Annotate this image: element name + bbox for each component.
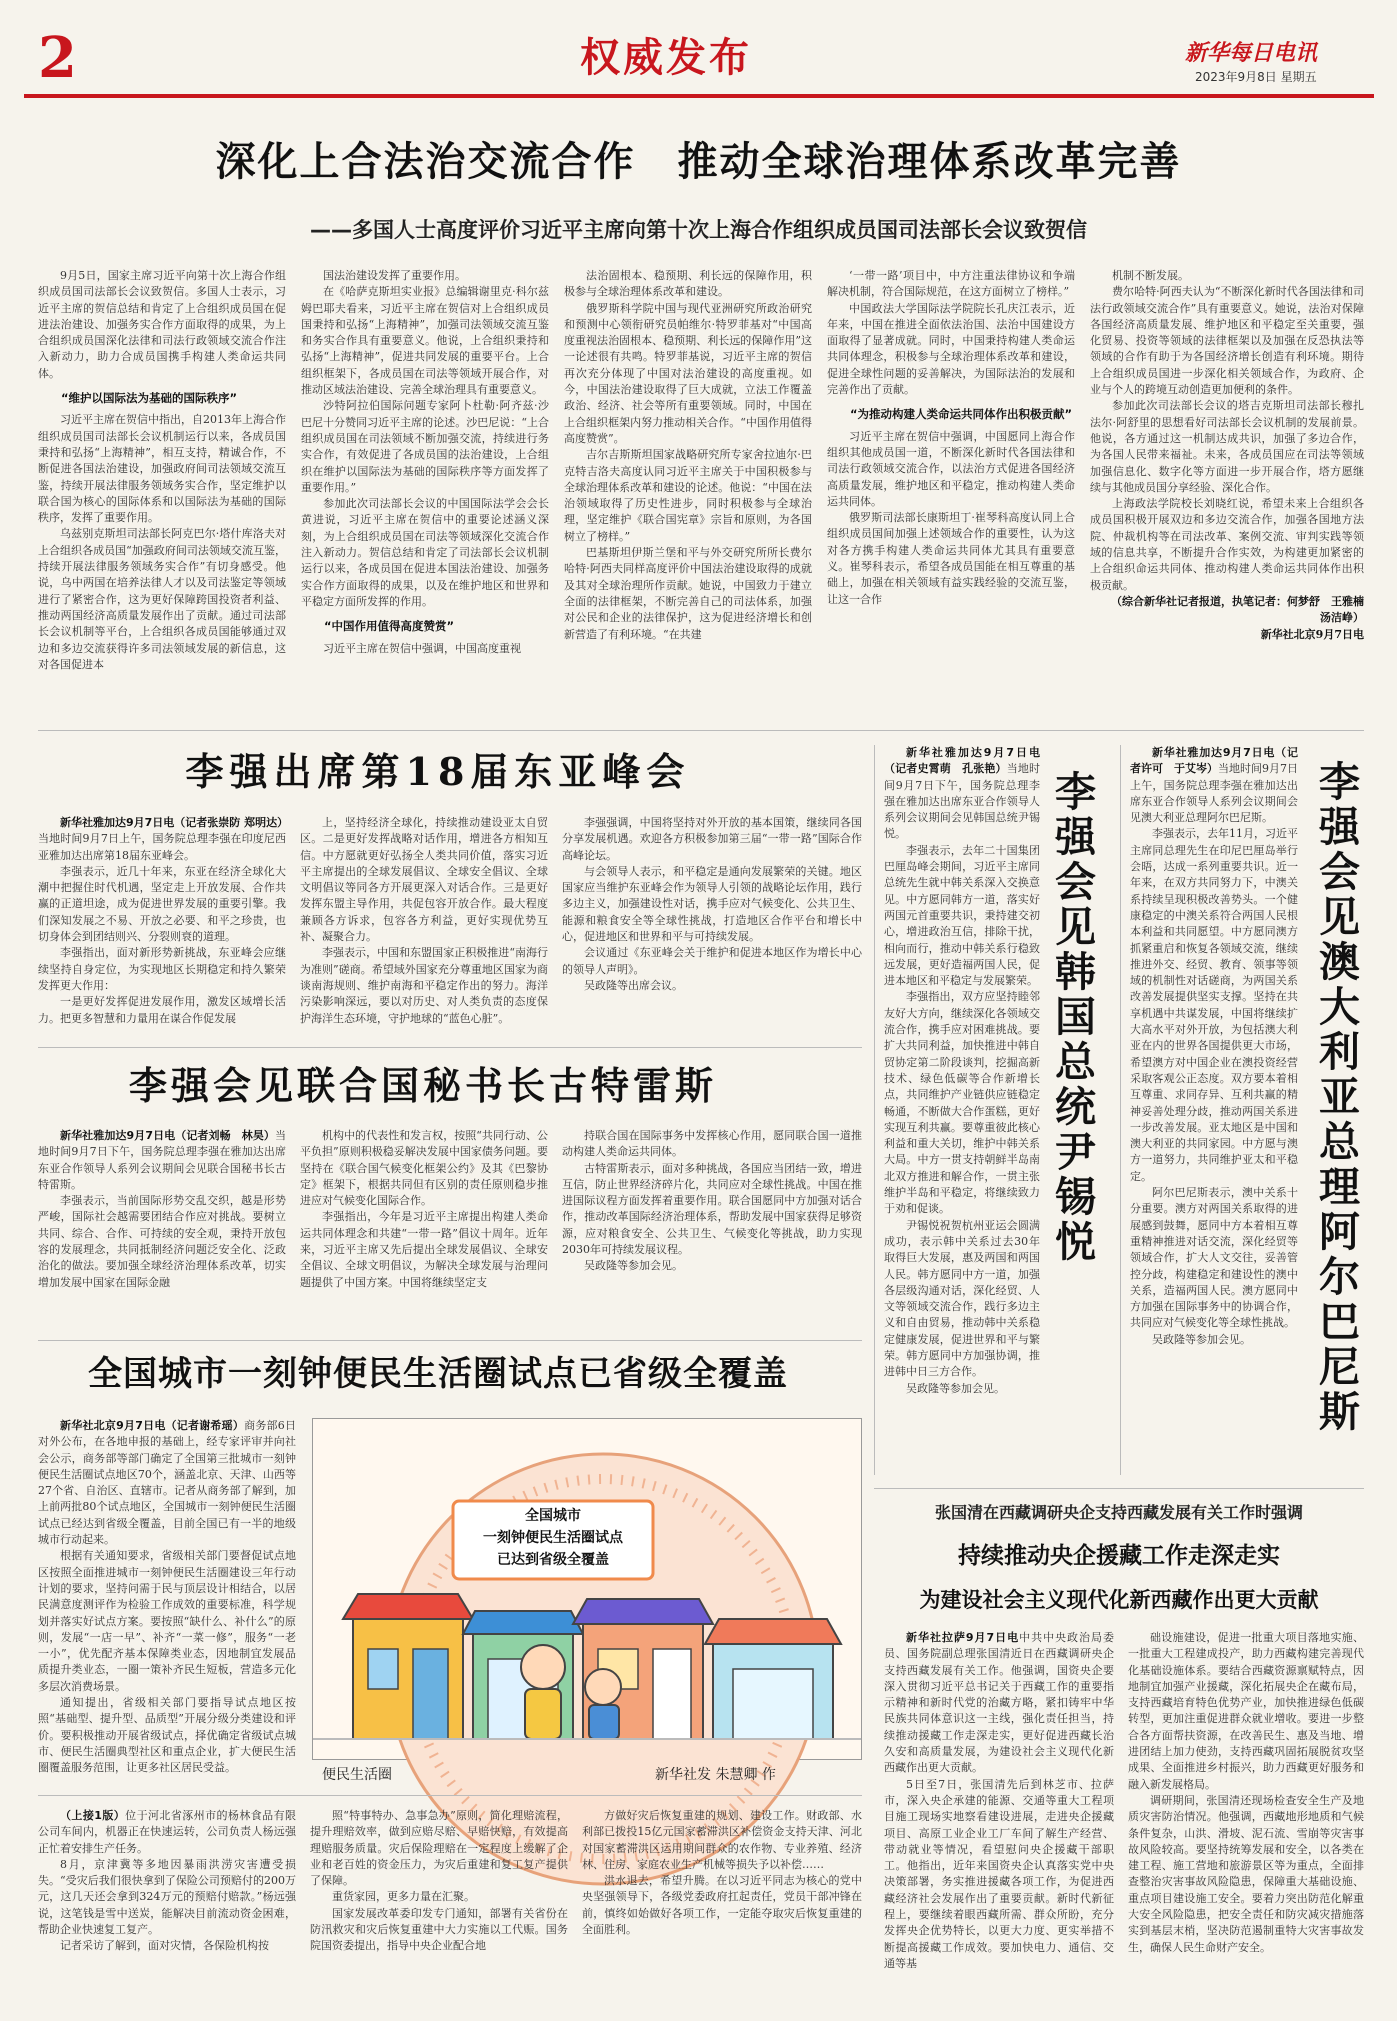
story1-column-1: 9月5日，国家主席习近平向第十次上海合作组织成员国司法部长会议致贺信。多国人士表示，习近平主席的贺信总结和肯定了上合组织成员国在促进法治建设、加强务实合作方面取得的成果，为上合组织成员国深化法律和司法行政领域交流合作注入新动力，助力合成员国携手构建人类命运共同体。 “维护以国际法为基础的国际秩序” 习近平主席在贺信中指出，自2013年上海合作组织成员国司法部长会议机制运行以来，各成员国秉持和弘扬“上海精神”，相互支持，精诚合作，不断促进各国法治建设，加强政府间司法领域交流互鉴，持续开展法律服务领域务实合作，坚定维护以联合国为核心的国际体系和以国际法为基础的国际秩序，发挥了重要作用。 乌兹别克斯坦司法部长阿克巴尔·塔什库洛夫对上合组织各成员国“加强政府间司法领域交流互鉴，持续开展法律服务领域务实合作”有切身感受。他说，乌中两国在培养法律人才以及司法鉴定等领域进行了紧密合作，这为更好保障跨国投资者利益、推动两国经济高质量发展作出了贡献。通过司法部长会议机制等平台，上合组织各成员国能够通过双边和多边交流获得许多司法领域发展的新信息，这对各国促进本 (38, 269, 286, 671)
story1-column-3: 法治固根本、稳预期、利长远的保障作用，积极参与全球治理体系改革和建设。 俄罗斯科学院中国与现代亚洲研究所政治研究和预测中心领衔研究员帕维尔·特罗菲基对“中国高度重视法治固根本、稳预期、利长远的保障作用”这一论述很有共鸣。特罗菲基说，习近平主席的贺信再次充分体现了中国对法治建设的高度重视。如今，中国法治建设取得了巨大成就，立法工作覆盖政治、经济、社会等所有重要领域。同时，中国在上合组织框架内努力推动相关合作。“中国作用值得高度赞赏”。 吉尔吉斯斯坦国家战略研究所专家舍拉迪尔·巴克特吉洛夫高度认同习近平主席关于中国积极参与全球治理体系改革和建设的论述。他说：“中国在法治领域取得了历史性进步，同时积极参与全球治理，坚定维护《联合国宪章》宗旨和原则，为各国树立了榜样。” 巴基斯坦伊斯兰堡和平与外交研究所所长费尔哈特·阿西夫同样高度评价中国法治建设取得的成就及其对全球治理所作贡献。她说，中国致力于建立全面的法律框架，不断完善自己的司法体系，加强对公民和企业的法律保护，这为促进经济增长和创新营造了有利环境。“在共建 (564, 269, 812, 641)
story4-column-1: 新华社北京9月7日电（记者谢希瑶）商务部6日对外公布，在各地申报的基础上，经专家评审并向社会公示，商务部等部门确定了全国第三批城市一刻钟便民生活圈试点地区70个，涵盖北京、天津、山西等27个省、自治区、直辖市。记者从商务部了解到，加上前两批80个试点地区，全国城市一刻钟便民生活圈试点已经达到省级全覆盖，目前全国已有一半的地级城市行动起来。 根据有关通知要求，省级相关部门要督促试点地区按照全面推进城市一刻钟便民生活圈建设三年行动计划的要求，坚持问需于民与顶层设计相结合，以居民满意度测评作为检验工作成效的重要标准，科学规划并落实好试点方案。要按照“缺什么、补什么”的原则，发展“一店一早”、补齐“一菜一修”，服务“一老一小”，优先配齐基本保障类业态，因地制宜发展品质提升类业态，一圈一策补齐民生短板，营造多元化多层次消费场景。 通知提出，省级相关部门要指导试点地区按照“基础型、提升型、品质型”开展分级分类建设和评价。要积极推动开展省级试点，择优确定省级试点城市、便民生活圈典型社区和重点企业，扩大便民生活圈覆盖服务范围，让更多社区居民受益。 (38, 1419, 297, 1775)
story8-column-3: 方做好灾后恢复重建的规划、建设工作。财政部、水利部已拨投15亿元国家蓄滞洪区补偿资金支持天津、河北对国家蓄滞洪区运用期间群众的农作物、专业养殖、经济林、住房、家庭农业生产机械等损失予以补偿…… 洪水退去，希望升腾。在以习近平同志为核心的党中央坚强领导下，各级党委政府扛起责任，党员干部冲锋在前，慎终如始做好各项工作，一定能夺取灾后恢复重建的全面胜利。 (582, 1809, 862, 1937)
story2-column-1: 新华社雅加达9月7日电（记者张崇防 郑明达）当地时间9月7日上午，国务院总理李强在印度尼西亚雅加达出席第18届东亚峰会。 李强表示，近几十年来，东亚在经济全球化大潮中把握住时代机遇，坚定走上开放发展、合作共赢的正道坦途，成为促进世界发展的重要引擎。我们深知发展之不易、开放之必要、和平之珍贵，也切身体会到团结则兴、分裂则衰的道理。 李强指出，面对新形势新挑战，东亚峰会应继续坚持自身定位，为实现地区长期稳定和持久繁荣发挥更大作用： 一是更好发挥促进发展作用，激发区域增长活力。把更多智慧和力量用在谋合作促发展 (38, 816, 289, 1025)
story3-column-2: 机构中的代表性和发言权，按照“共同行动、公平负担”原则积极稳妥解决发展中国家债务问题。要坚持在《联合国气候变化框架公约》及其《巴黎协定》框架下，根据共同但有区别的责任原则稳步推进应对气候变化国际合作。 李强指出，今年是习近平主席提出构建人类命运共同体理念和共建“一带一路”倡议十周年。近年来，习近平主席又先后提出全球发展倡议、全球安全倡议、全球文明倡议，为解决全球发展与治理问题提供了中国方案。中国将继续坚定支 (300, 1129, 548, 1289)
divider-story3 (38, 1340, 862, 1341)
story2-column-3: 李强强调，中国将坚持对外开放的基本国策，继续同各国分享发展机遇。欢迎各方积极参加第三届“一带一路”国际合作高峰论坛。 与会领导人表示，和平稳定是通向发展繁荣的关键。地区国家应当维护东亚峰会作为领导人引领的战略论坛作用，践行多边主义，加强建设性对话，携手应对气候变化、公共卫生、能源和粮食安全等全球性挑战，打造地区合作平台和增长中心，促进地区和世界和平与可持续发展。 会议通过《东亚峰会关于维护和促进本地区作为增长中心的领导人声明》。 吴政隆等出席会议。 (562, 816, 862, 992)
story8-column-1: （上接1版）位于河北省涿州市的杨林食品有限公司车间内，机器正在快速运转，公司负责人杨远强正忙着安排生产任务。 8月，京津冀等多地因暴雨洪涝灾害遭受损失。“受灾后我们很快拿到了保险公司预赔付的200万元，这几天还会拿到324万元的预赔付赔款。”杨远强说，这笔钱是雪中送炭，能解决目前流动资金困难，帮助企业快速复工复产。 记者采访了解到，面对灾情，各保险机构按 (38, 1809, 297, 1953)
page-number: 2 (38, 25, 77, 91)
story1-column-2: 国法治建设发挥了重要作用。 在《哈萨克斯坦实业报》总编辑谢里克·科尔兹姆巴耶夫看来，习近平主席在贺信对上合组织成员国秉持和弘扬“上海精神”，加强司法领域交流互鉴和务实合作具有重要意义。他说，上合组织秉持和弘扬“上海精神”，促进共同发展的重要平台。上合组织框架下，各成员国在司法等领域开展合作，对推动区域法治建设、完善全球治理具有重要意义。 沙特阿拉伯国际问题专家阿卜杜勒·阿齐兹·沙巴尼十分赞同习近平主席的论述。沙巴尼说：“上合组织成员国在司法领域不断加强交流，持续进行务实合作，有效促进了各成员国的法治建设，上合组织在维护以国际法为基础的国际秩序等方面发挥了重要作用。” 参加此次司法部长会议的中国国际法学会会长黄进说，习近平主席在贺信中的重要论述涵义深刻，为上合组织成员国在司法等领域深化交流合作注入新动力。贺信总结和肯定了司法部长会议机制运行以来，各成员国在促进本国法治建设、加强务实合作方面取得的成果，以及在维护地区和世界和平稳定方面所发挥的作用。 “中国作用值得高度赞赏” 习近平主席在贺信中强调，中国高度重视 (301, 269, 549, 655)
story5-column-1: 新华社雅加达9月7日电（记者史霄萌 孔张艳）当地时间9月7日下午，国务院总理李强在雅加达出席东亚合作领导人系列会议期间会见韩国总统尹锡悦。 李强表示，去年二十国集团巴厘岛峰会期间，习近平主席同总统先生就中韩关系深入交换意见。中方愿同韩方一道，落实好两国元首重要共识，秉持建交初心，增进政治互信，排除干扰，相向而行，推动中韩关系行稳致远发展，更好造福两国人民，促进本地区和平稳定与发展繁荣。 李强指出，双方应坚持睦邻友好大方向，继续深化各领域交流合作，携手应对困难挑战。要扩大共同利益，加快推进中韩自贸协定第二阶段谈判，挖掘高新技术、绿色低碳等合作新增长点，共同维护产业链供应链稳定畅通，不断做大合作蛋糕，更好实现互利共赢。要尊重彼此核心利益和重大关切，维护中韩关系大局。中方一贯支持朝鲜半岛南北双方推进和解合作，一贯主张维护半岛和平稳定，将继续致力于劝和促谈。 尹锡悦祝贺杭州亚运会圆满成功，表示韩中关系过去30年取得巨大发展，惠及两国和两国人民。韩方愿同中方一道，加强各层级沟通对话，深化经贸、人文等领域交流合作，践行多边主义和自由贸易，推动韩中关系稳定健康发展，促进世界和平与繁荣。韩方愿同中方加强协调，推进韩中日三方合作。 吴政隆等参加会见。 (884, 746, 1041, 1395)
divider-vertical-australia (1120, 745, 1121, 1475)
story7-column-1: 新华社拉萨9月7日电中共中央政治局委员、国务院副总理张国清近日在西藏调研央企支持西藏发展有关工作。他强调，国资央企要深入贯彻习近平总书记关于西藏工作的重要指示精神和新时代党的治藏方略，紧扣铸牢中华民族共同体意识这一主线，强化责任担当，持续推动援藏工作走深走实，更好促进西藏长治久安和高质量发展，为建设社会主义现代化新西藏作出更大贡献。 5日至7日，张国清先后到林芝市、拉萨市，深入央企承建的能源、交通等重大工程项目施工现场实地察看建设进展，走进央企援藏项目、高原工业企业工厂车间了解生产经营、带动就业等情况，看望慰问央企援藏干部职工。他指出，近年来国资央企认真落实党中央决策部署，务实推进援藏各项工作，为促进西藏经济社会发展作出了重要贡献。新时代新征程上，要继续着眼西藏所需、群众所盼，充分发挥央企优势特长，以更大力度、更实举措不断提高援藏工作成效。要加快电力、通信、交通等基 (884, 1631, 1114, 1970)
story6-headline-vertical: 李强会见澳大利亚总理阿尔巴尼斯 (1312, 760, 1360, 1435)
section-title: 权威发布 (580, 34, 752, 81)
story7-column-2: 础设施建设，促进一批重大项目落地实施、一批重大工程建成投产，助力西藏构建完善现代化基础设施体系。要结合西藏资源禀赋特点，因地制宜加强产业援藏，深化拓展央企在藏布局，支持西藏培育特色优势产业，加快推进绿色低碳转型，更加注重促进群众就业增收。要进一步整合各方面帮扶资源，在改善民生、惠及当地、增进团结上加力使劲，支持西藏巩固拓展脱贫攻坚成果、全面推进乡村振兴，助力西藏更好服务和融入新发展格局。 调研期间，张国清还现场检查安全生产及地质灾害防治情况。他强调，西藏地形地质和气候条件复杂，山洪、滑坡、泥石流、雪崩等灾害事故风险较高。要坚持统筹发展和安全，以各类在建工程、施工营地和旅游景区等为重点，全面排查整治灾害事故风险隐患，保障重大基础设施、重点项目建设施工安全。要着力突出防范化解重大安全风险隐患，把安全责任和防灾减灾措施落实到基层末梢，坚决防范遏制重特大灾害事故发生，确保人民生命财产安全。 (1128, 1631, 1364, 1954)
illustration-credit: 新华社发 朱慧卿 作 (655, 1767, 776, 1783)
story2-headline: 李强出席第18届东亚峰会 (185, 749, 691, 794)
story3-headline: 李强会见联合国秘书长古特雷斯 (128, 1063, 717, 1108)
story1-subheadline: ——多国人士高度评价习近平主席向第十次上海合作组织成员国司法部长会议致贺信 (310, 218, 1087, 242)
brand-logo: 新华每日电讯 (1185, 40, 1318, 66)
story7-kicker: 张国清在西藏调研央企支持西藏发展有关工作时强调 (934, 1503, 1303, 1522)
illustration-caption: 便民生活圈 (322, 1767, 392, 1783)
story7-headline-line2: 为建设社会主义现代化新西藏作出更大贡献 (919, 1587, 1319, 1612)
illustration-sign-text: 全国城市 一刻钟便民生活圈试点 已达到省级全覆盖 (483, 1508, 623, 1568)
story7-headline-line1: 持续推动央企援藏工作走深走实 (958, 1542, 1280, 1569)
story6-column-1: 新华社雅加达9月7日电（记者许可 于艾岑）当地时间9月7日上午，国务院总理李强在雅加达出席东亚合作领导人系列会议期间会见澳大利亚总理阿尔巴尼斯。 李强表示，去年11月，习近平主席同总理先生在印尼巴厘岛举行会晤，达成一系列重要共识。近一年来，在双方共同努力下，中澳关系持续呈现积极改善势头。一个健康稳定的中澳关系符合两国人民根本利益和共同愿望。中方愿同澳方抓紧重启和恢复各领域交流，继续推进外交、经贸、教育、领事等领域的机制性对话磋商，为两国关系改善发展提供坚实支撑。坚持在共享机遇中共谋发展，中国将继续扩大高水平对外开放，为包括澳大利亚在内的世界各国提供更大市场，希望澳方对中国企业在澳投资经营采取客观公正态度。双方要本着相互尊重、求同存异、互利共赢的精神妥善处理分歧，推动两国关系进一步改善发展。亚太地区是中国和澳大利亚的共同家园。中方愿与澳方一道努力，共同维护亚太和平稳定。 阿尔巴尼斯表示，澳中关系十分重要。澳方对两国关系取得的进展感到鼓舞，愿同中方本着相互尊重精神推进对话交流，深化经贸等领域合作，扩大人文交往，妥善管控分歧，构建稳定和建设性的澳中关系，造福两国人民。澳方愿同中方加强在国际事务中的协调合作，共同应对气候变化等全球性挑战。 吴政隆等参加会见。 (1130, 746, 1298, 1346)
story3-column-3: 持联合国在国际事务中发挥核心作用，愿同联合国一道推动构建人类命运共同体。 古特雷斯表示，面对多种挑战，各国应当团结一致，增进互信，防止世界经济碎片化，共同应对全球性挑战。中国在推进国际议程方面发挥着重要作用。联合国愿同中方加强对话合作，推动改革国际经济治理体系，帮助发展中国家获得足够资源，应对粮食安全、公共卫生、气候变化等挑战，助力实现2030年可持续发展议程。 吴政隆等参加会见。 (562, 1129, 862, 1273)
story1-column-5: 机制不断发展。 费尔哈特·阿西夫认为“不断深化新时代各国法律和司法行政领域交流合作”具有重要意义。她说，法治对保障各国经济高质量发展、维护地区和平稳定至关重要，强化贸易、投资等领域的法律框架以及加强在反恐执法等领域的合作有助于为各国经济增长创造有利环境。期待上合组织成员国进一步深化相关领域合作，为政府、企业与个人的跨境互动创造更加便利的条件。 参加此次司法部长会议的塔吉克斯坦司法部长穆扎法尔·阿舒里的思想看好司法部长会议机制的发展前景。他说，各方通过这一机制达成共识，加强了多边合作，为各国人民带来福祉。未来，各成员国应在司法等领域加强信息化、数字化等方面进一步开展合作，塔方愿继续与其他成员国分享经验、深化合作。 上海政法学院校长刘晓红说，希望未来上合组织各成员国积极开展双边和多边交流合作，加强各国地方法院、仲裁机构等在司法改革、案例交流、审判实践等领域的信息共享，不断提升合作实效，为构建更加紧密的上合组织命运共同体、推动构建人类命运共同体作出积极贡献。 （综合新华社记者报道，执笔记者：何梦舒 王雅楠 汤洁峥） 新华社北京9月7日电 (1090, 269, 1375, 641)
divider-story4 (38, 1795, 862, 1796)
issue-date: 2023年9月8日 星期五 (1195, 70, 1317, 84)
story2-column-2: 上，坚持经济全球化，持续推动建设亚太自贸区。二是更好发挥战略对话作用，增进各方相知互信。中方愿就更好弘扬全人类共同价值，落实习近平主席提出的全球发展倡议、全球安全倡议、全球文明倡议等同各方开展更深入对话合作。三是更好发挥东盟主导作用，共促包容开放合作。最大程度兼顾各方诉求，包容各方利益，更好实现优势互补、凝聚合力。 李强表示，中国和东盟国家正积极推进“南海行为准则”磋商。希望域外国家充分尊重地区国家为商谈南海规则、维护南海和平稳定作出的努力。海洋污染影响深远，要以对历史、对人类负责的态度保护海洋生态环境，守护地球的“蓝色心脏”。 (300, 816, 548, 1025)
masthead-rule (24, 94, 1374, 98)
story4-headline: 全国城市一刻钟便民生活圈试点已省级全覆盖 (88, 1354, 788, 1394)
divider-story2 (38, 1047, 862, 1048)
divider-vertical-korea (874, 745, 875, 1475)
story8-column-2: 照“特事特办、急事急办”原则，简化理赔流程，提升理赔效率，做到应赔尽赔、早赔快赔，有效提高理赔服务质量。灾后保险理赔在一定程度上缓解了企业和老百姓的资金压力，为灾后重建和复工复产提供了保障。 重货家园，更多力量在汇聚。 国家发展改革委印发专门通知，部署有关省份在防汛救灾和灾后恢复重建中大力实施以工代赈。国务院国资委提出，指导中央企业配合地 (310, 1809, 568, 1953)
story1-headline: 深化上合法治交流合作 推动全球治理体系改革完善 (215, 138, 1182, 185)
divider-story1 (38, 730, 1364, 731)
divider-story7 (874, 1488, 1364, 1489)
story3-column-1: 新华社雅加达9月7日电（记者刘畅 林昊）当地时间9月7日下午，国务院总理李强在雅加达出席东亚合作领导人系列会议期间会见联合国秘书长古特雷斯。 李强表示，当前国际形势交乱交织，越是形势严峻，国际社会越需要团结合作应对挑战。要树立共同、综合、合作、可持续的安全观，秉持开放包容的发展理念，共同抵制经济问题泛安全化、泛政治化的做法。要加强全球经济治理体系改革，切实增加发展中国家在国际金融 (38, 1129, 286, 1289)
story5-headline-vertical: 李强会见韩国总统尹锡悦 (1048, 770, 1096, 1265)
illustration-frame (312, 1418, 862, 1760)
story1-column-4: ‘一带一路’项目中，中方注重法律协议和争端解决机制，符合国际规范，在这方面树立了榜样。” 中国政法大学国际法学院院长孔庆江表示，近年来，中国在推进全面依法治国、法治中国建设方面取得了显著成就。同时，中国秉持构建人类命运共同体理念，积极参与全球治理体系改革和建设，促进全球性问题的妥善解决，为国际法治的发展和完善作出了贡献。 “为推动构建人类命运共同体作出积极贡献” 习近平主席在贺信中强调，中国愿同上海合作组织其他成员国一道，不断深化新时代各国法律和司法行政领域交流合作，以法治方式促进各国经济高质量发展，维护地区和平稳定，推动构建人类命运共同体。 俄罗斯司法部长康斯坦丁·崔琴科高度认同上合组织成员国间加强上述领域合作的重要性，认为这对各方携手构建人类命运共同体尤其具有重要意义。崔琴科表示，希望各成员国能在相互尊重的基础上，加强在相关领域有益实践经验的交流互鉴，让这一合作 (827, 269, 1075, 606)
life-circle-illustration (313, 1419, 861, 1759)
